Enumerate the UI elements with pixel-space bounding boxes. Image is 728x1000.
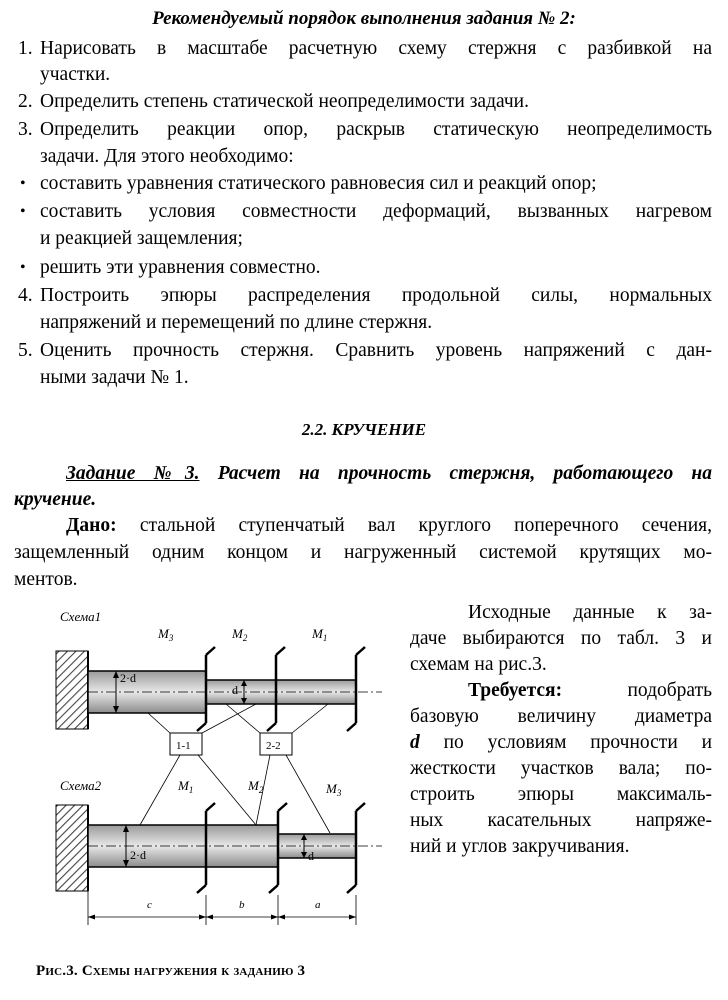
bullet-line: и реакцией защемления; [40,228,243,249]
step-line: Определить степень статической неопределимости задачи. [40,91,529,112]
section-1-1: 1-1 [176,740,191,752]
given-text: стальной ступенчатый вал круглого поперечного сечения, [139,515,713,536]
dim-b: b [239,899,245,911]
right-text-rest: по условиям прочности и [443,732,713,753]
step-line: задачи. Для этого необходимо: [40,146,294,167]
bullet-line: составить условия совместности деформаций, вызванных нагревом [40,201,712,222]
task-title-line2: кручение. [14,489,97,510]
right-text-line: ных касательных напряже- [410,810,712,831]
right-text-line: схемам на рис.3. [410,654,547,675]
task-title [66,462,712,486]
bullet: • [20,259,26,276]
step-number: 1. [18,38,33,59]
leader-line [202,704,256,733]
scheme1-label: Схема1 [60,609,102,624]
scheme1-diam-large: 2·d [120,671,136,685]
dim-a: a [315,899,321,911]
figure-caption: Рис.3. Схемы нагружения к заданию 3 [36,963,306,979]
section-title: 2.2. КРУЧЕНИЕ [301,420,427,439]
step-number: 3. [18,119,33,140]
right-text-line: строить эпюры максималь- [410,784,712,805]
task-title-rest: Расчет на прочность стержня, работающего на [217,463,713,484]
required-line [468,678,712,704]
leader-line [148,713,170,733]
dim-c: c [147,899,152,911]
step-line: Построить эпюры распределения продольной силы, нормальных [40,285,712,306]
given-line: защемленный одним концом и нагруженный системой крутящих мо- [14,542,712,563]
right-text-line: жесткости участков вала; по- [410,758,712,779]
scheme1-m3-label: $M_3$ [158,626,174,643]
leader-line [140,755,180,825]
scheme2-label: Схема2 [60,778,102,793]
scheme2-wall [56,805,88,891]
var-d: d [410,732,420,753]
bullet: • [20,175,26,192]
scheme1-diam-small: d [232,683,238,697]
given-line: ментов. [14,569,78,590]
step-number: 5. [18,340,33,361]
step-number: 2. [18,91,33,112]
scheme2-m2-label: $M_2$ [248,778,264,795]
scheme1-wall [56,651,88,729]
step-line: напряжений и перемещений по длине стержня. [40,312,433,333]
scheme2-diam-small: d [308,849,314,863]
step-line: ными задачи № 1. [40,367,189,388]
bullet-line: составить уравнения статического равновесия сил и реакций опор; [40,173,597,194]
step-number: 4. [18,285,33,306]
right-text-line: Исходные данные к за- [468,602,712,623]
task-label: Задание №3. [66,463,200,484]
scheme1-m2-label: $M_2$ [232,626,248,643]
scheme2-m3-label: $M_3$ [326,781,342,798]
step-line: Определить реакции опор, раскрыв статическую неопределимость [40,119,712,140]
given-label: Дано: [66,515,117,536]
step-line: Нарисовать в масштабе расчетную схему стержня с разбивкой на [40,38,712,59]
heading: Рекомендуемый порядок выполнения задания № 2: [152,8,576,29]
scheme1-m1-label: $M_1$ [312,626,328,643]
required-rest: подобрать [627,680,712,701]
right-text-line: даче выбираются по табл. 3 и [410,628,712,649]
given-line [66,514,712,538]
bullet-line: решить эти уравнения совместно. [40,257,321,278]
right-text-line: ний и углов закручивания. [410,836,630,857]
right-text-line [410,730,712,756]
scheme2-m1-label: $M_1$ [178,778,194,795]
leader-line [226,704,260,733]
scheme2-diam-large: 2·d [130,848,146,862]
required-label: Требуется: [468,680,563,701]
step-line: Оценить прочность стержня. Сравнить уровень напряжений с дан- [40,340,712,361]
bullet: • [20,203,26,220]
leader-line [286,755,330,833]
leader-line [292,704,328,733]
loading-schemes-figure [30,603,400,948]
section-2-2: 2-2 [266,740,281,752]
right-text-line: базовую величину диаметра [410,706,712,727]
step-line: участки. [40,64,111,85]
